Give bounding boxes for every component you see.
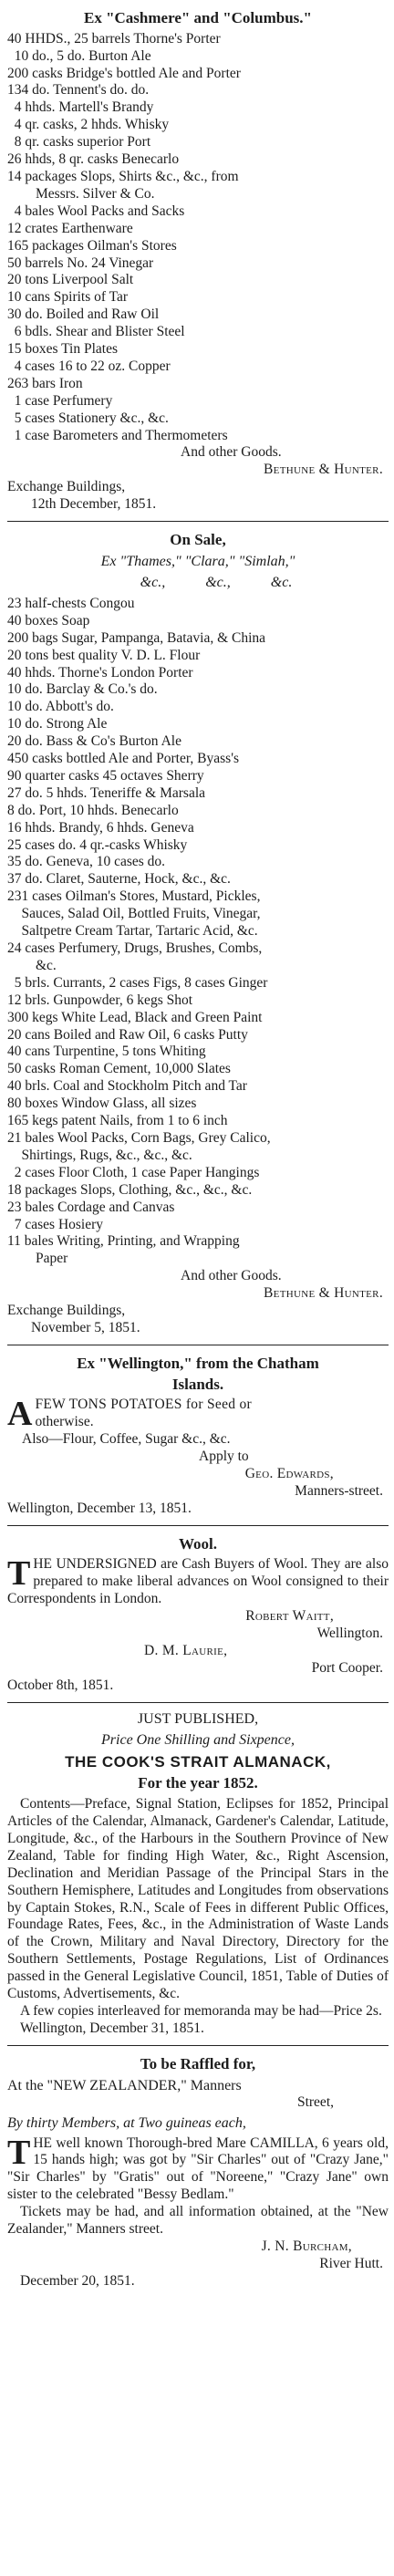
advertisement-on-sale	[7, 527, 389, 1345]
goods-line: Messrs. Silver & Co.	[7, 185, 155, 202]
goods-line: 12 brls. Gunpowder, 6 kegs Shot	[7, 992, 193, 1008]
body-text: HE UNDERSIGNED are Cash Buyers of Wool. They are also prepared to make liberal advances on Wool consigned to their Correspondents in London.	[7, 1556, 389, 1607]
goods-line: 25 cases do. 4 qr.-casks Whisky	[7, 836, 188, 853]
ships-line: Ex "Thames," "Clara," "Simlah,"	[100, 553, 296, 569]
other-goods: And other Goods.	[181, 444, 282, 461]
body-text: HE well known Thorough-bred Mare CAMILLA, 6 years old, 15 hands high; was got by "Sir Charles" out of "Crazy Jane," "Sir Charles" by "Gratis" out of "Noreene," "Crazy Jane" own sister to the celebrated "Bessy Bedlam."	[7, 2135, 389, 2203]
goods-line: 11 bales Writing, Printing, and Wrapping	[7, 1233, 240, 1250]
goods-line: 165 packages Oilman's Stores	[7, 237, 177, 254]
goods-line: &c.	[7, 957, 57, 973]
goods-line: 37 do. Claret, Sauterne, Hock, &c., &c.	[7, 871, 231, 888]
just-published: JUST PUBLISHED,	[137, 1710, 259, 1727]
goods-list	[7, 596, 389, 1268]
contact-name: Geo. Edwards,	[244, 1465, 334, 1481]
goods-line: Shirtings, Rugs, &c., &c., &c.	[7, 1147, 192, 1163]
ships-line-etc: &c., &c., &c.	[140, 575, 293, 591]
advertisement-raffle	[7, 2051, 389, 2298]
goods-line: 134 do. Tennent's do. do.	[7, 82, 150, 99]
date: November 5, 1851.	[31, 1319, 140, 1335]
also-line: Also—Flour, Coffee, Sugar &c., &c.	[22, 1431, 231, 1448]
goods-line: 40 HHDS., 25 barrels Thorne's Porter	[7, 30, 221, 47]
goods-line: 10 cans Spirits of Tar	[7, 289, 129, 306]
goods-line: 8 do. Port, 10 hhds. Benecarlo	[7, 802, 179, 818]
goods-line: 12 crates Earthenware	[7, 220, 133, 236]
goods-line: 450 casks bottled Ale and Porter, Byass's	[7, 751, 240, 767]
goods-line: 14 packages Slops, Shirts &c., &c., from	[7, 168, 239, 184]
members-line: By thirty Members, at Two guineas each,	[7, 2114, 246, 2131]
goods-line: 23 half-chests Congou	[7, 595, 135, 611]
goods-line: 300 kegs White Lead, Black and Green Paint	[7, 1009, 263, 1025]
goods-line: Sauces, Salad Oil, Bottled Fruits, Vinegar,	[7, 906, 261, 922]
goods-line: 40 hhds. Thorne's London Porter	[7, 664, 193, 680]
price-line: Price One Shilling and Sixpence,	[101, 1732, 295, 1749]
goods-line: 15 boxes Tin Plates	[7, 341, 119, 358]
goods-line: 2 cases Floor Cloth, 1 case Paper Hangings	[7, 1164, 260, 1180]
at-line: At the "NEW ZEALANDER," Manners	[7, 2077, 242, 2093]
goods-line: 7 cases Hosiery	[7, 1216, 104, 1232]
contents-text: Contents—Preface, Signal Station, Eclipses for 1852, Principal Articles of the Calendar, Almanack, Gardener's Calendar, Latitude, Longitude, &c., of the Harbours in the Southern Province of New Zealand, Table for finding High Water, &c., Right Ascension, Declination and Meridian Passage of the Principal Stars in the Southern Hemisphere, Latitudes and Longitudes from observations by Captain Stokes, R.N., Scale of Fees in different Public Offices, Foundage Rates, Fees, &c., in the Administration of Waste Lands of the Crown, Military and Naval Directory, Directory for the Southern Settlements, Postage Regulations, List of Ordinances passed in the General Legislative Council, 1851, Table of Duties of Customs, Advertisements, &c.	[7, 1796, 389, 2002]
street-line: Street,	[296, 2094, 334, 2111]
drop-cap: A	[7, 1395, 33, 1434]
body-line-1: FEW TONS POTATOES for Seed or	[35, 1397, 252, 1413]
goods-line: 10 do., 5 do. Burton Ale	[7, 47, 151, 64]
goods-line: 50 casks Roman Cement, 10,000 Slates	[7, 1061, 231, 1077]
place: Exchange Buildings,	[7, 479, 126, 495]
other-goods: And other Goods.	[181, 1268, 282, 1284]
goods-line: 4 cases 16 to 22 oz. Copper	[7, 358, 171, 374]
goods-line: 26 hhds, 8 qr. casks Benecarlo	[7, 151, 180, 168]
buyer-name-1: Robert Waitt,	[245, 1608, 334, 1625]
goods-line: 200 bags Sugar, Pampanga, Batavia, & China	[7, 629, 266, 646]
drop-cap: T	[7, 2133, 31, 2172]
date: Wellington, December 13, 1851.	[7, 1500, 192, 1516]
signature: Bethune & Hunter.	[264, 1285, 383, 1302]
goods-line: 6 bdls. Shear and Blister Steel	[7, 324, 185, 340]
goods-line: 23 bales Cordage and Canvas	[7, 1199, 175, 1215]
goods-line: 4 hhds. Martell's Brandy	[7, 99, 154, 116]
ad-heading: To be Raffled for,	[140, 2054, 256, 2072]
goods-line: 20 do. Bass & Co's Burton Ale	[7, 733, 181, 750]
goods-line: 10 do. Strong Ale	[7, 716, 108, 732]
goods-line: 90 quarter casks 45 octaves Sherry	[7, 767, 204, 784]
drop-cap: T	[7, 1554, 31, 1594]
goods-line: 20 cans Boiled and Raw Oil, 6 casks Putty	[7, 1026, 248, 1043]
body-line-2: otherwise.	[35, 1414, 94, 1430]
goods-line: 165 kegs patent Nails, from 1 to 6 inch	[7, 1113, 228, 1129]
goods-line: 1 case Barometers and Thermometers	[7, 427, 228, 443]
almanack-title: THE COOK'S STRAIT ALMANACK,	[65, 1752, 331, 1771]
goods-line: 263 bars Iron	[7, 375, 83, 391]
tickets-text: Tickets may be had, and all information obtained, at the "New Zealander," Manners street.	[7, 2204, 389, 2238]
goods-line: 16 hhds. Brandy, 6 hhds. Geneva	[7, 819, 194, 836]
goods-line: 5 cases Stationery &c., &c.	[7, 410, 169, 426]
ad-heading: Ex "Cashmere" and "Columbus."	[84, 9, 312, 26]
goods-line: 80 boxes Window Glass, all sizes	[7, 1096, 197, 1112]
goods-line: 35 do. Geneva, 10 cases do.	[7, 854, 166, 870]
buyer-place-2: Port Cooper.	[311, 1659, 383, 1676]
goods-line: 50 barrels No. 24 Vinegar	[7, 254, 154, 271]
goods-line: 30 do. Boiled and Raw Oil	[7, 306, 160, 323]
goods-line: 10 do. Abbott's do.	[7, 699, 114, 715]
goods-line: 40 brls. Coal and Stockholm Pitch and Tar	[7, 1078, 247, 1095]
buyer-name-2: D. M. Laurie,	[144, 1642, 228, 1658]
goods-line: 8 qr. casks superior Port	[7, 134, 151, 151]
advertisement-wool	[7, 1532, 389, 1703]
goods-line: 4 qr. casks, 2 hhds. Whisky	[7, 117, 170, 133]
signature: Bethune & Hunter.	[264, 462, 383, 478]
goods-line: 27 do. 5 hhds. Teneriffe & Marsala	[7, 784, 206, 801]
goods-line: 24 cases Perfumery, Drugs, Brushes, Combs,	[7, 940, 263, 956]
goods-line: 18 packages Slops, Clothing, &c., &c., &c.	[7, 1181, 253, 1198]
goods-line: 200 casks Bridge's bottled Ale and Porter	[7, 65, 241, 81]
goods-line: Paper	[7, 1251, 68, 1267]
goods-line: 5 brls. Currants, 2 cases Figs, 8 cases Ginger	[7, 974, 268, 991]
advertisement-cashmere-columbus	[7, 5, 389, 522]
ad-heading: Ex "Wellington," from the Chatham	[77, 1354, 319, 1372]
goods-line: 231 cases Oilman's Stores, Mustard, Pickles,	[7, 888, 261, 905]
date: 12th December, 1851.	[31, 496, 157, 513]
ad-heading: On Sale,	[170, 531, 226, 549]
date: October 8th, 1851.	[7, 1677, 114, 1693]
date: Wellington, December 31, 1851.	[20, 2020, 204, 2036]
goods-line: 21 bales Wool Packs, Corn Bags, Grey Calico,	[7, 1129, 271, 1146]
goods-line: 4 bales Wool Packs and Sacks	[7, 203, 185, 219]
goods-line: 40 cans Turpentine, 5 tons Whiting	[7, 1044, 206, 1060]
ad-heading: Wool.	[178, 1534, 218, 1553]
goods-line: 10 do. Barclay & Co.'s do.	[7, 681, 158, 698]
contact-street: Manners-street.	[295, 1482, 383, 1499]
apply-line: Apply to	[199, 1449, 249, 1465]
owner-name: J. N. Burcham,	[261, 2238, 352, 2254]
buyer-place-1: Wellington.	[316, 1626, 383, 1642]
goods-line: 20 tons best quality V. D. L. Flour	[7, 647, 201, 663]
advertisement-almanack	[7, 1709, 389, 2046]
goods-line: 20 tons Liverpool Salt	[7, 272, 134, 288]
date: December 20, 1851.	[20, 2272, 135, 2289]
note-text: A few copies interleaved for memoranda may be had—Price 2s.	[20, 2003, 382, 2020]
goods-list	[7, 31, 389, 445]
owner-place: River Hutt.	[319, 2255, 383, 2271]
almanack-year: For the year 1852.	[138, 1774, 258, 1792]
ad-heading-2: Islands.	[171, 1375, 224, 1393]
place: Exchange Buildings,	[7, 1303, 126, 1319]
goods-line: 1 case Perfumery	[7, 392, 113, 409]
goods-line: Saltpetre Cream Tartar, Tartaric Acid, &c.	[7, 923, 258, 940]
goods-line: 40 boxes Soap	[7, 612, 90, 628]
advertisement-potatoes	[7, 1351, 389, 1526]
